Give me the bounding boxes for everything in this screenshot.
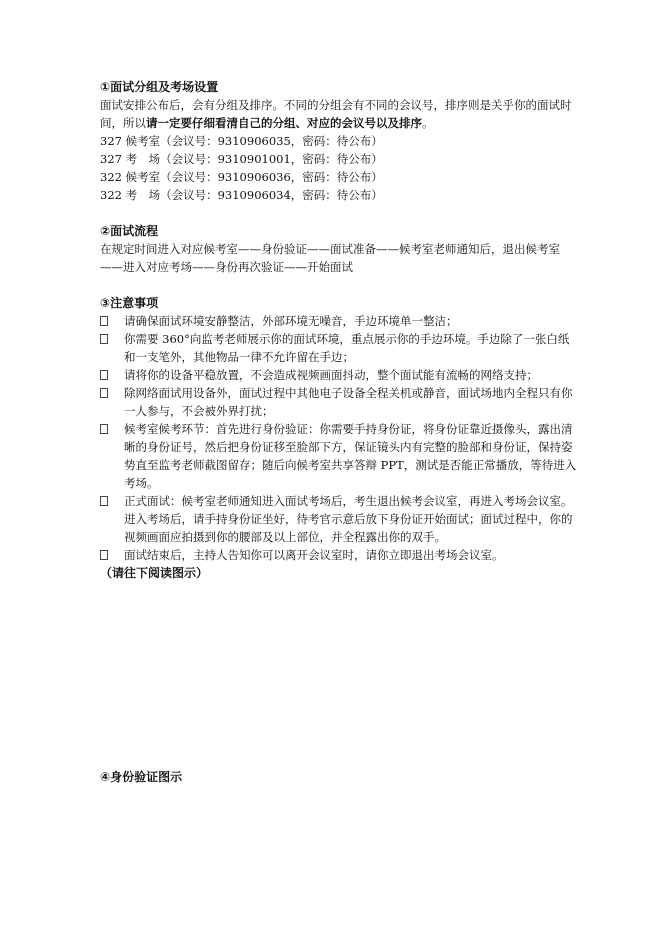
- section1-intro-emphasis: 请一定要仔细看清自己的分组、对应的会议号以及排序: [146, 116, 422, 130]
- list-item-text: 面试结束后，主持人告知你可以离开会议室时，请你立即退出考场会议室。: [124, 548, 504, 562]
- room-322-exam: 322 考 场（会议号：9310906034，密码：待公布）: [100, 188, 383, 202]
- section1-intro-end: 。: [422, 116, 434, 130]
- room-327-waiting: 327 候考室（会议号：9310906035，密码：待公布）: [100, 134, 383, 148]
- checkbox-bullet-icon: [100, 496, 108, 506]
- list-item: [100, 330, 580, 366]
- checkbox-bullet-icon: [100, 424, 108, 434]
- checkbox-bullet-icon: [100, 370, 108, 380]
- list-item: [100, 546, 580, 564]
- section4-title: ④身份验证图示: [100, 770, 183, 784]
- notice-list: [100, 312, 580, 564]
- room-322-waiting: 322 候考室（会议号：9310906036，密码：待公布）: [100, 170, 383, 184]
- section2-title: ②面试流程: [100, 224, 159, 238]
- interview-process-text: 在规定时间进入对应候考室——身份验证——面试准备——候考室老师通知后，退出候考室——进入对应考场——身份再次验证——开始面试: [100, 242, 560, 274]
- section1-intro: [100, 96, 580, 132]
- checkbox-bullet-icon: [100, 550, 108, 560]
- list-item: [100, 384, 580, 420]
- room-327-exam: 327 考 场（会议号：9310901001，密码：待公布）: [100, 152, 383, 166]
- list-item-text: 候考室候考环节：首先进行身份验证：你需要手持身份证，将身份证靠近摄像头，露出清晰的身份证号，然后把身份证移至脸部下方，保证镜头内有完整的脸部和身份证，保持姿势直至监考老师截图留存；随后向候考室共享答辩 PPT，测试是否能正常播放，等待进入考场。: [124, 422, 577, 490]
- read-below-note: （请往下阅读图示）: [100, 566, 209, 580]
- document-page: [100, 78, 580, 786]
- checkbox-bullet-icon: [100, 388, 108, 398]
- list-item: [100, 420, 580, 492]
- section1-intro-text: 面试安排公布后，会有分组及排序。不同的分组会有不同的会议号，排序则是关乎你的面试时间，所以: [100, 98, 572, 130]
- spacer: [100, 276, 580, 294]
- list-item-text: 除网络面试用设备外，面试过程中其他电子设备全程关机或静音，面试场地内全程只有你一人参与，不会被外界打扰；: [124, 386, 573, 418]
- checkbox-bullet-icon: [100, 316, 108, 326]
- list-item: [100, 366, 580, 384]
- checkbox-bullet-icon: [100, 334, 108, 344]
- list-item: [100, 312, 580, 330]
- list-item-text: 你需要 360°向监考老师展示你的面试环境，重点展示你的手边环境。手边除了一张白纸和一支笔外，其他物品一律不允许留在手边；: [124, 332, 570, 364]
- list-item-text: 正式面试：候考室老师通知进入面试考场后，考生退出候考会议室，再进入考场会议室。进入考场后，请手持身份证坐好，待考官示意后放下身份证开始面试；面试过程中，你的视频画面应拍摄到你的腰部及以上部位，并全程露出你的双手。: [124, 494, 573, 544]
- list-item-text: 请确保面试环境安静整洁，外部环境无噪音，手边环境单一整洁；: [124, 314, 458, 328]
- spacer: [100, 204, 580, 222]
- list-item: [100, 492, 580, 546]
- blank-area: [100, 582, 580, 768]
- section3-title: ③注意事项: [100, 296, 159, 310]
- list-item-text: 请将你的设备平稳放置，不会造成视频画面抖动，整个面试能有流畅的网络支持；: [124, 368, 538, 382]
- section1-title: ①面试分组及考场设置: [100, 80, 219, 94]
